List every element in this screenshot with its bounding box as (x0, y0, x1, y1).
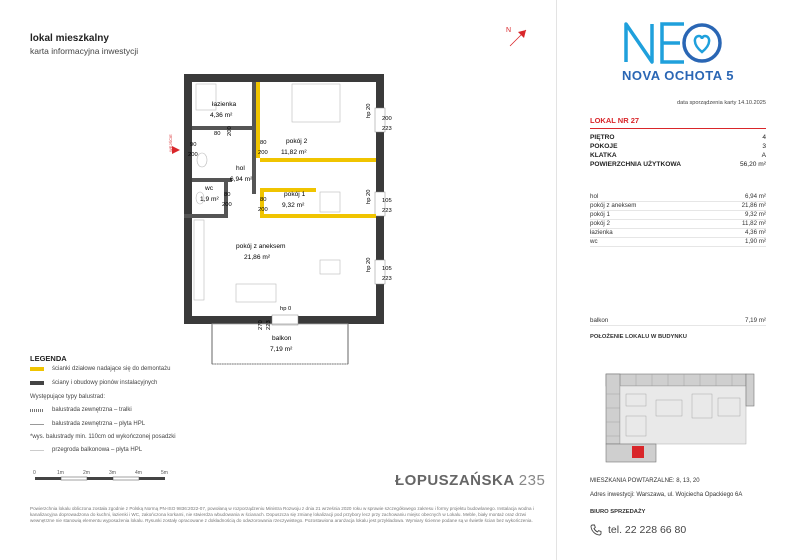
room-hol-area: 6,94 m² (230, 176, 253, 183)
area-row: hol 6,94 m² (590, 193, 766, 200)
brand-name: NOVA OCHOTA 5 (622, 68, 734, 83)
room-lazienka-name: łazienka (212, 101, 237, 108)
lokal-highlight (632, 446, 644, 458)
dim-200a: 200 (227, 126, 233, 136)
info-row: POKOJE 3 (590, 143, 766, 150)
room-hol-name: hol (236, 165, 245, 172)
room-aneks-name: pokój z aneksem (236, 243, 286, 250)
location-title: POŁOŻENIE LOKALU W BUDYNKU (590, 334, 687, 340)
title-underline (590, 128, 766, 129)
room-lazienka-area: 4,36 m² (210, 112, 233, 119)
dim-80c: 80 (224, 192, 231, 198)
info-row: KLATKA A (590, 152, 766, 159)
floor-plan (160, 60, 540, 370)
area-row: pokój z aneksem 21,86 m² (590, 202, 766, 209)
svg-text:0: 0 (33, 470, 36, 476)
dim-200b: 200 (188, 152, 198, 158)
dim-hp3: hp 20 (366, 257, 372, 272)
phone-icon (590, 524, 602, 536)
dim-200c: 200 (258, 150, 268, 156)
dim-80d: 80 (260, 197, 267, 203)
phone-contact[interactable] (590, 524, 686, 536)
legend-item: balustrada zewnętrzna – tralki (30, 407, 132, 413)
lokal-number: LOKAL NR 27 (590, 116, 640, 125)
area-row: łazienka 4,36 m² (590, 229, 766, 236)
dim-270: 270 (258, 320, 264, 330)
legend-title: LEGENDA (30, 354, 67, 363)
svg-text:3m: 3m (109, 470, 116, 476)
dim-80b: 80 (260, 140, 267, 146)
scale-bar (30, 468, 180, 484)
room-balkon-name: balkon (272, 335, 292, 342)
svg-text:1m: 1m (57, 470, 64, 476)
area-row: pokój 1 9,32 m² (590, 211, 766, 218)
info-row: PIĘTRO 4 (590, 134, 766, 141)
dim-200d: 200 (222, 202, 232, 208)
page-subtitle: karta informacyjna inwestycji (30, 46, 139, 56)
legend-item: *wys. balustrady min. 110cm od wykończonej posadzki (30, 434, 176, 440)
entrance-label: WEJŚCIE (168, 134, 173, 152)
repeat-units: MIESZKANIA POWTARZALNE: 8, 13, 20 (590, 478, 700, 484)
room-pokoj1-name: pokój 1 (284, 191, 306, 198)
room-pokoj2-area: 11,82 m² (281, 149, 307, 156)
room-pokoj1-area: 9,32 m² (282, 202, 305, 209)
entrance-arrow-icon (172, 146, 180, 154)
svg-text:4m: 4m (135, 470, 142, 476)
area-row: wc 1,90 m² (590, 238, 766, 245)
balkon-row: balkon 7,19 m² (590, 317, 766, 324)
area-row: pokój 2 11,82 m² (590, 220, 766, 227)
room-pokoj2-name: pokój 2 (286, 138, 308, 145)
card-date: data sporządzenia karty 14.10.2025 (677, 100, 766, 106)
legend-item: ścianki działowe nadające się do demontażu (30, 366, 170, 372)
legend-item: Występujące typy balustrad: (30, 394, 105, 400)
sales-office-title: BIURO SPRZEDAŻY (590, 509, 646, 515)
dim-200f: 200 (382, 116, 392, 122)
legend-item: ściany i obudowy pionów instalacyjnych (30, 380, 157, 386)
dim-223a: 223 (382, 126, 392, 132)
room-balkon-area: 7,19 m² (270, 346, 293, 353)
dim-hp4: hp 0 (280, 306, 292, 312)
room-aneks-area: 21,86 m² (244, 254, 271, 261)
dim-223d: 223 (266, 320, 272, 330)
dim-90: 90 (190, 142, 197, 148)
neo-logo (622, 18, 722, 66)
svg-text:5m: 5m (161, 470, 168, 476)
legend-item: balustrada zewnętrzna – płyta HPL (30, 421, 145, 427)
street-name: ŁOPUSZAŃSKA 235 (395, 472, 546, 489)
panel-divider (556, 0, 557, 560)
dim-hp1: hp 20 (366, 103, 372, 118)
north-arrow-icon (504, 22, 534, 52)
dim-hp2: hp 20 (366, 189, 372, 204)
dim-105b: 105 (382, 266, 392, 272)
north-label: N (506, 27, 512, 34)
info-row: POWIERZCHNIA UŻYTKOWA 56,20 m² (590, 161, 766, 168)
page-title: lokal mieszkalny (30, 33, 109, 44)
dim-200e: 200 (258, 207, 268, 213)
building-location-plan (596, 350, 762, 470)
legend-item: przegroda balkonowa – płyta HPL (30, 447, 142, 453)
room-wc-name: wc (205, 185, 214, 192)
investment-address: Adres inwestycji: Warszawa, ul. Wojciecha Opackiego 6A (590, 492, 743, 498)
phone-number: tel. 22 228 66 80 (608, 524, 687, 536)
footnote: Powierzchnia lokalu obliczona została zgodnie z Polską Normą PN-ISO 9836:2022-07, powołaną w rozporządzeniu Ministra Rozwoju z dnia 21 września 2020 roku w sprawie szczegółowego zakresu i formy projektu budowlanego. Instalacja wodna i kanalizacyjna doprowadzona do kuchni, łazienki i WC, zakończona korkami, nie stwierdza wbudowania w ścianach. Dopuszcza się zmianę lokalizacji pod przybory lecz przy zachowaniu miejsc obecnych w Lokalu. Meble, biały montaż oraz drzwi wewnętrzne nie stanowią elementu wyposażenia lokalu. Rysunki zostały opracowane z dokładnością do odwzorowania rzeczywistego. Pozostawiona aranżacja lokalu jest przykładowa. Wymiary ścienne podane są w świetle ścian bez wykończenia. (30, 506, 534, 523)
dim-105a: 105 (382, 198, 392, 204)
dim-223c: 223 (382, 276, 392, 282)
room-wc-area: 1,9 m² (200, 196, 219, 203)
dim-80a: 80 (214, 131, 221, 137)
svg-text:2m: 2m (83, 470, 90, 476)
dim-223b: 223 (382, 208, 392, 214)
